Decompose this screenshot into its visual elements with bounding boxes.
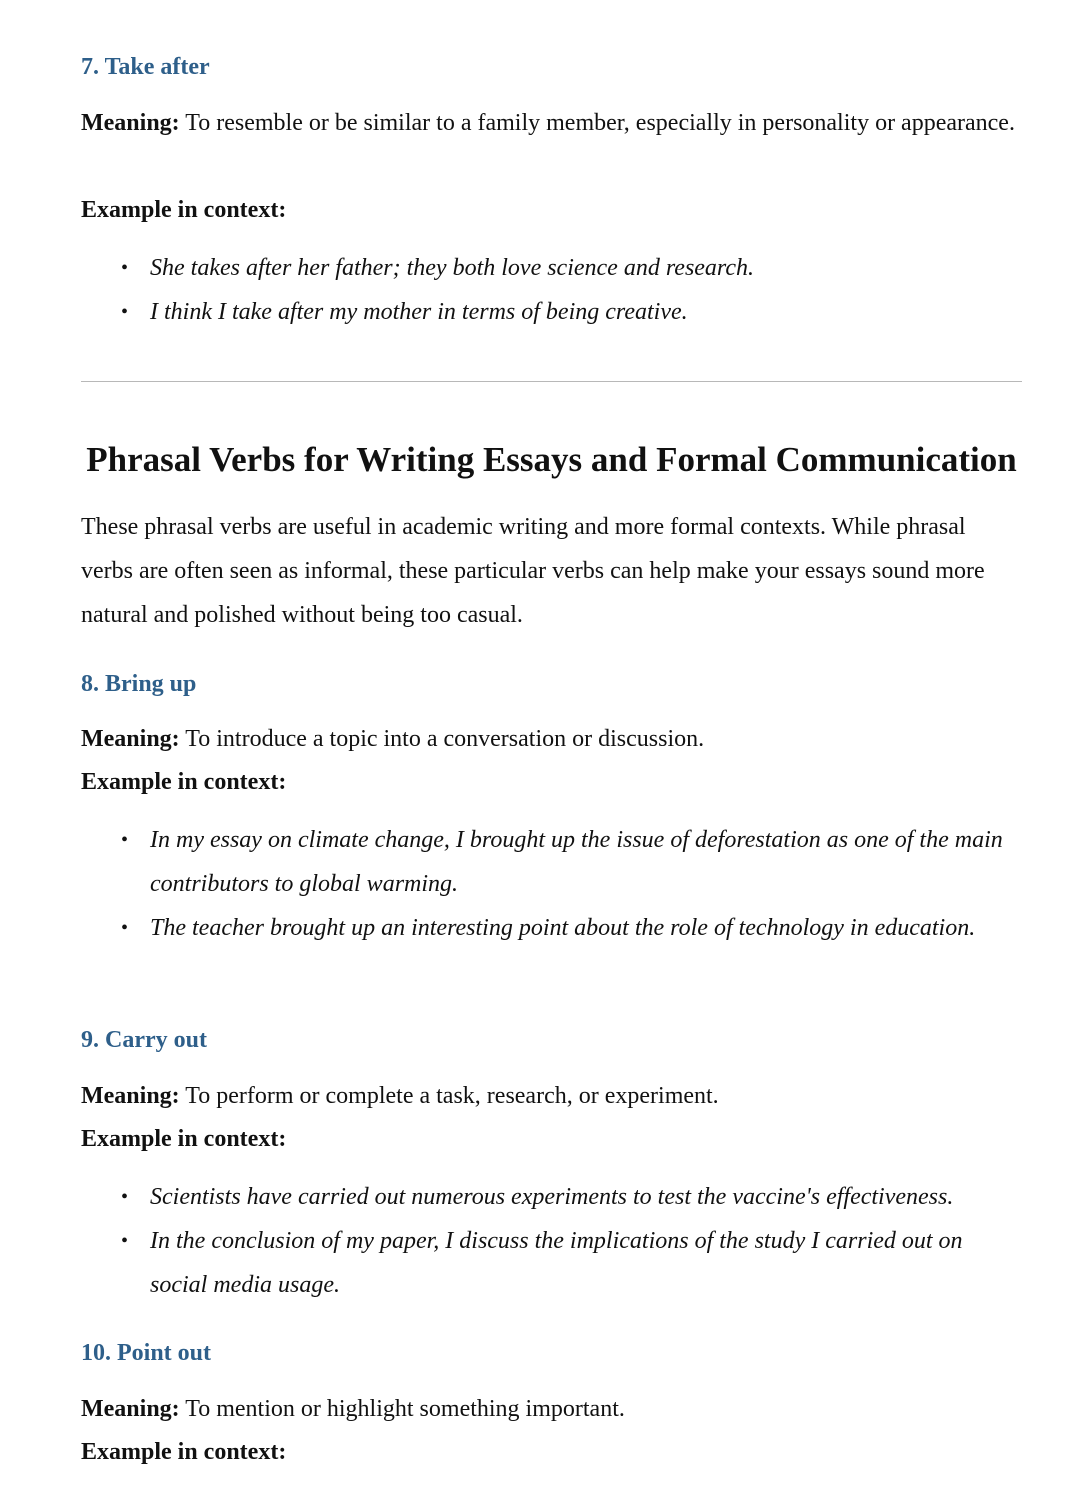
example-list xyxy=(81,246,1022,334)
bullet-icon: • xyxy=(121,301,129,323)
example-text: Scientists have carried out numerous experiments to test the vaccine's effectiveness. xyxy=(150,1184,954,1210)
list-item xyxy=(81,290,1022,334)
verb-heading-take-after: 7. Take after xyxy=(81,54,210,80)
example-text: She takes after her father; they both love science and research. xyxy=(150,255,755,281)
section-title: Phrasal Verbs for Writing Essays and Formal Communication xyxy=(86,440,1017,479)
example-text: In the conclusion of my paper, I discuss the implications of the study I carried out on social media usage. xyxy=(150,1228,963,1298)
list-item xyxy=(81,1175,1022,1219)
meaning-text: To introduce a topic into a conversation or discussion. xyxy=(185,726,705,752)
meaning-paragraph xyxy=(81,717,1022,761)
meaning-paragraph xyxy=(81,1074,1022,1118)
meaning-label: Meaning: xyxy=(81,1083,180,1109)
example-label: Example in context: xyxy=(81,769,287,795)
meaning-label: Meaning: xyxy=(81,110,180,136)
example-list xyxy=(81,818,1022,950)
meaning-paragraph xyxy=(81,1387,1022,1431)
meaning-label: Meaning: xyxy=(81,1396,180,1422)
example-list xyxy=(81,1175,1022,1307)
example-label: Example in context: xyxy=(81,1439,287,1465)
section-intro: These phrasal verbs are useful in academic writing and more formal contexts. While phrasal verbs are often seen as informal, these particular verbs can help make your essays sound more natural and polished without being too casual. xyxy=(81,514,985,628)
verb-heading-carry-out: 9. Carry out xyxy=(81,1027,207,1053)
list-item xyxy=(81,906,1022,950)
example-label: Example in context: xyxy=(81,1126,287,1152)
list-item xyxy=(81,246,1022,290)
bullet-icon: • xyxy=(121,1186,129,1208)
example-text: In my essay on climate change, I brought up the issue of deforestation as one of the main contributors to global warming. xyxy=(150,827,1003,897)
meaning-text: To resemble or be similar to a family member, especially in personality or appearance. xyxy=(185,110,1015,136)
meaning-text: To perform or complete a task, research, or experiment. xyxy=(185,1083,719,1109)
example-label: Example in context: xyxy=(81,197,287,223)
list-item xyxy=(81,1219,1022,1307)
example-text: I think I take after my mother in terms of being creative. xyxy=(150,299,688,325)
example-text: The teacher brought up an interesting point about the role of technology in education. xyxy=(150,915,976,941)
bullet-icon: • xyxy=(121,257,129,279)
verb-heading-point-out: 10. Point out xyxy=(81,1340,212,1366)
bullet-icon: • xyxy=(121,829,129,851)
meaning-label: Meaning: xyxy=(81,726,180,752)
meaning-text: To mention or highlight something important. xyxy=(185,1396,625,1422)
meaning-paragraph xyxy=(81,101,1022,145)
section-divider xyxy=(81,381,1022,382)
bullet-icon: • xyxy=(121,917,129,939)
list-item xyxy=(81,818,1022,906)
bullet-icon: • xyxy=(121,1230,129,1252)
verb-heading-bring-up: 8. Bring up xyxy=(81,671,197,697)
